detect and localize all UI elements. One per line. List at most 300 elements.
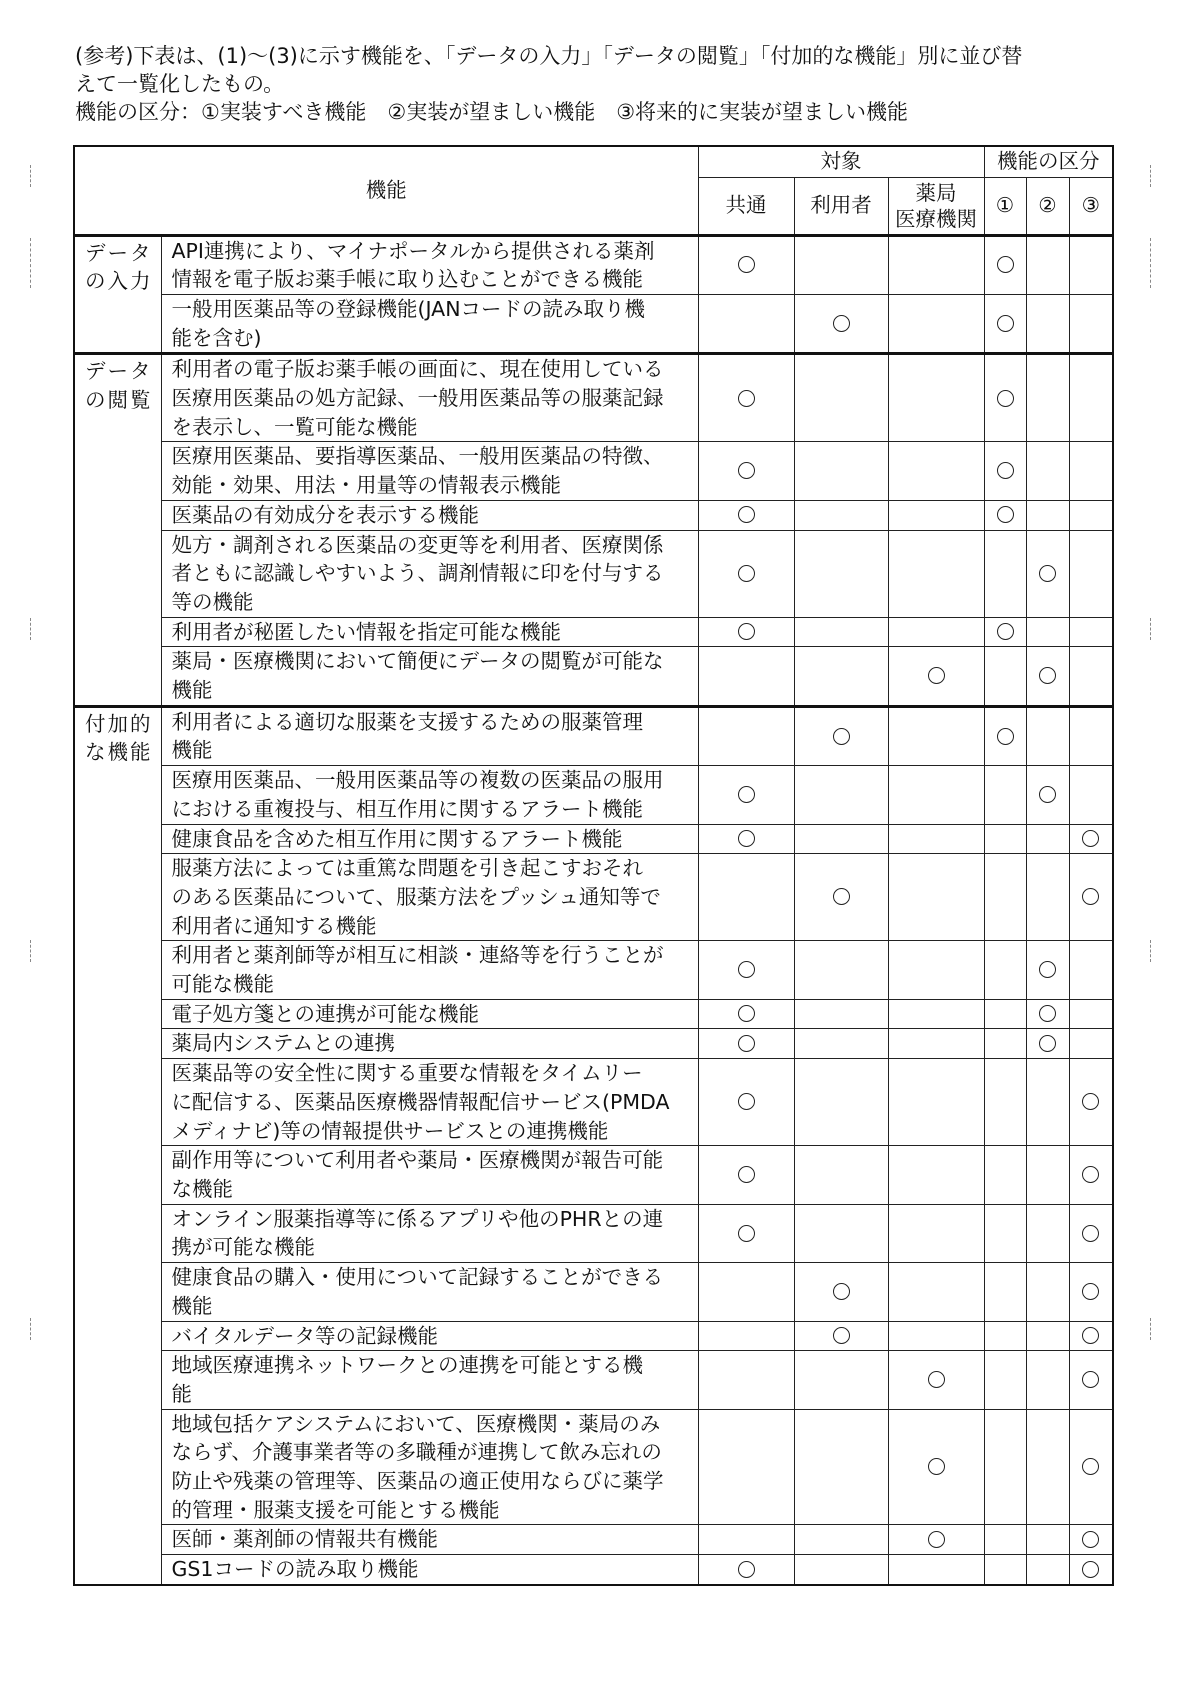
target-common-cell [698, 500, 794, 530]
circle-mark-icon [738, 1225, 755, 1242]
target-common-cell [698, 235, 794, 294]
target-pharmacy-cell [888, 766, 984, 824]
class-1-cell [984, 1525, 1026, 1555]
circle-mark-icon [738, 1005, 755, 1022]
circle-mark-icon [1082, 830, 1099, 847]
function-text-line: 医療用医薬品、要指導医薬品、一般用医薬品の特徴、 [171, 444, 664, 469]
function-text-line: 機能 [171, 678, 213, 703]
target-pharmacy-cell [888, 1146, 984, 1204]
margin-mark [30, 238, 32, 288]
target-common-cell [698, 1409, 794, 1525]
function-text-line: 処方・調剤される医薬品の変更等を利用者、医療関係 [171, 532, 664, 557]
class-2-cell [1026, 442, 1069, 500]
class-1-cell [984, 1555, 1026, 1585]
table-row [74, 941, 1113, 999]
target-user-cell [794, 1351, 888, 1409]
function-text-line: 医薬品等の安全性に関する重要な情報をタイムリー [171, 1061, 643, 1086]
margin-mark [1150, 165, 1152, 187]
category-line: 付加的 [85, 711, 153, 736]
table-row [74, 999, 1113, 1029]
function-cell [161, 1029, 698, 1059]
class-1-cell [984, 1321, 1026, 1351]
class-2-cell [1026, 294, 1069, 353]
class-1-cell [984, 766, 1026, 824]
target-user-cell [794, 1204, 888, 1262]
table-row [74, 647, 1113, 706]
class-3-cell [1069, 1204, 1113, 1262]
function-cell [161, 1204, 698, 1262]
function-text-line: 能 [171, 1381, 192, 1406]
function-table [73, 145, 1114, 1586]
circle-mark-icon [1039, 667, 1056, 684]
header-common: 共通 [698, 177, 794, 235]
circle-mark-icon [1082, 1371, 1099, 1388]
function-text-line: 可能な機能 [171, 972, 274, 997]
target-pharmacy-cell [888, 235, 984, 294]
function-cell [161, 235, 698, 294]
circle-mark-icon [1082, 1531, 1099, 1548]
circle-mark-icon [1039, 961, 1056, 978]
category-line: データ [85, 359, 153, 384]
class-1-cell [984, 1263, 1026, 1321]
target-pharmacy-cell [888, 530, 984, 617]
function-cell [161, 1409, 698, 1525]
circle-mark-icon [738, 390, 755, 407]
header-pharmacy-line2: 医療機関 [895, 206, 977, 231]
function-cell [161, 1146, 698, 1204]
target-user-cell [794, 941, 888, 999]
function-text-line: 健康食品の購入・使用について記録することができる [171, 1265, 664, 1290]
function-text-line: メディナビ)等の情報提供サービスとの連携機能 [171, 1118, 609, 1143]
class-3-cell [1069, 442, 1113, 500]
class-2-cell [1026, 824, 1069, 854]
function-text-line: 一般用医薬品等の登録機能(JANコードの読み取り機 [171, 296, 646, 321]
class-1-cell [984, 235, 1026, 294]
class-2-cell [1026, 235, 1069, 294]
circle-mark-icon [1039, 1005, 1056, 1022]
class-2-cell [1026, 530, 1069, 617]
target-pharmacy-cell [888, 1263, 984, 1321]
function-text-line: のある医薬品について、服薬方法をプッシュ通知等で [171, 884, 661, 909]
target-pharmacy-cell [888, 354, 984, 442]
circle-mark-icon [833, 888, 850, 905]
function-cell [161, 617, 698, 647]
function-text-line: 利用者に通知する機能 [171, 913, 377, 938]
target-common-cell [698, 1351, 794, 1409]
target-user-cell [794, 1321, 888, 1351]
target-pharmacy-cell [888, 1525, 984, 1555]
class-3-cell [1069, 235, 1113, 294]
target-pharmacy-cell [888, 1351, 984, 1409]
class-3-cell [1069, 1525, 1113, 1555]
category-line: の閲覧 [85, 388, 153, 413]
target-common-cell [698, 1146, 794, 1204]
function-cell [161, 354, 698, 442]
target-common-cell [698, 854, 794, 941]
target-common-cell [698, 1059, 794, 1146]
circle-mark-icon [738, 830, 755, 847]
function-text-line: 薬局内システムとの連携 [171, 1031, 395, 1056]
function-text-line: 能を含む) [171, 325, 262, 350]
target-common-cell [698, 1029, 794, 1059]
target-user-cell [794, 1263, 888, 1321]
category-line: データ [85, 240, 153, 265]
class-1-cell [984, 442, 1026, 500]
class-1-cell [984, 706, 1026, 765]
circle-mark-icon [997, 256, 1014, 273]
circle-mark-icon [833, 1327, 850, 1344]
category-line: の入力 [85, 269, 153, 294]
function-cell [161, 647, 698, 706]
function-cell [161, 999, 698, 1029]
margin-mark [30, 940, 32, 962]
class-3-cell [1069, 1555, 1113, 1585]
target-pharmacy-cell [888, 1059, 984, 1146]
class-3-cell [1069, 766, 1113, 824]
table-body [74, 235, 1113, 1585]
target-user-cell [794, 235, 888, 294]
target-pharmacy-cell [888, 1321, 984, 1351]
function-text-line: 効能・効果、用法・用量等の情報表示機能 [171, 473, 561, 498]
circle-mark-icon [738, 786, 755, 803]
class-3-cell [1069, 706, 1113, 765]
target-pharmacy-cell [888, 1029, 984, 1059]
class-2-cell [1026, 1059, 1069, 1146]
class-3-cell [1069, 500, 1113, 530]
target-common-cell [698, 647, 794, 706]
target-user-cell [794, 824, 888, 854]
class-1-cell [984, 1351, 1026, 1409]
target-pharmacy-cell [888, 1204, 984, 1262]
class-1-cell [984, 294, 1026, 353]
function-text-line: における重複投与、相互作用に関するアラート機能 [171, 796, 643, 821]
function-text-line: 的管理・服薬支援を可能とする機能 [171, 1497, 500, 1522]
class-2-cell [1026, 1351, 1069, 1409]
table-row [74, 235, 1113, 294]
class-3-cell [1069, 354, 1113, 442]
circle-mark-icon [738, 623, 755, 640]
target-user-cell [794, 1525, 888, 1555]
target-common-cell [698, 1555, 794, 1585]
table-row [74, 854, 1113, 941]
class-1-cell [984, 941, 1026, 999]
target-user-cell [794, 766, 888, 824]
margin-mark [1150, 618, 1152, 640]
class-1-cell [984, 530, 1026, 617]
target-common-cell [698, 442, 794, 500]
table-row [74, 1351, 1113, 1409]
class-2-cell [1026, 941, 1069, 999]
target-user-cell [794, 617, 888, 647]
function-text-line: 利用者の電子版お薬手帳の画面に、現在使用している [171, 357, 664, 382]
class-2-cell [1026, 617, 1069, 647]
target-user-cell [794, 1555, 888, 1585]
circle-mark-icon [738, 1561, 755, 1578]
table-row [74, 1029, 1113, 1059]
target-pharmacy-cell [888, 647, 984, 706]
table-row [74, 617, 1113, 647]
class-3-cell [1069, 1351, 1113, 1409]
target-user-cell [794, 354, 888, 442]
table-row [74, 824, 1113, 854]
class-2-cell [1026, 1029, 1069, 1059]
class-1-cell [984, 617, 1026, 647]
function-text-line: 利用者が秘匿したい情報を指定可能な機能 [171, 619, 561, 644]
class-3-cell [1069, 1029, 1113, 1059]
class-2-cell [1026, 1555, 1069, 1585]
table-row [74, 766, 1113, 824]
class-2-cell [1026, 1525, 1069, 1555]
circle-mark-icon [1039, 786, 1056, 803]
table-row [74, 354, 1113, 442]
class-2-cell [1026, 999, 1069, 1029]
target-common-cell [698, 1321, 794, 1351]
class-3-cell [1069, 617, 1113, 647]
target-pharmacy-cell [888, 706, 984, 765]
category-cell [74, 706, 161, 1585]
target-common-cell [698, 617, 794, 647]
function-text-line: 防止や残薬の管理等、医薬品の適正使用ならびに薬学 [171, 1469, 664, 1494]
function-cell [161, 1555, 698, 1585]
circle-mark-icon [1082, 1458, 1099, 1475]
circle-mark-icon [928, 1458, 945, 1475]
margin-mark [30, 165, 32, 187]
target-common-cell [698, 1204, 794, 1262]
target-pharmacy-cell [888, 500, 984, 530]
circle-mark-icon [1082, 1093, 1099, 1110]
intro-line-3: 機能の区分：①実装すべき機能 ②実装が望ましい機能 ③将来的に実装が望ましい機能 [75, 100, 909, 124]
circle-mark-icon [1039, 1035, 1056, 1052]
class-3-cell [1069, 1321, 1113, 1351]
function-text-line: ならず、介護事業者等の多職種が連携して飲み忘れの [171, 1440, 662, 1465]
function-cell [161, 1351, 698, 1409]
function-cell [161, 941, 698, 999]
class-2-cell [1026, 1409, 1069, 1525]
function-text-line: 地域包括ケアシステムにおいて、医療機関・薬局のみ [171, 1411, 661, 1436]
circle-mark-icon [928, 1371, 945, 1388]
target-common-cell [698, 1525, 794, 1555]
function-text-line: 利用者による適切な服薬を支援するための服薬管理 [171, 709, 643, 734]
class-3-cell [1069, 1409, 1113, 1525]
function-text-line: 情報を電子版お薬手帳に取り込むことができる機能 [171, 267, 643, 292]
header-class-2: ② [1026, 177, 1069, 235]
table-row [74, 1409, 1113, 1525]
function-cell [161, 824, 698, 854]
class-3-cell [1069, 854, 1113, 941]
intro-line-2: えて一覧化したもの。 [75, 72, 285, 96]
function-text-line: 機能 [171, 1293, 213, 1318]
class-1-cell [984, 1409, 1026, 1525]
circle-mark-icon [928, 667, 945, 684]
target-common-cell [698, 530, 794, 617]
circle-mark-icon [833, 1283, 850, 1300]
function-text-line: API連携により、マイナポータルから提供される薬剤 [171, 238, 655, 263]
margin-mark [1150, 940, 1152, 962]
function-text-line: を表示し、一覧可能な機能 [171, 414, 418, 439]
target-pharmacy-cell [888, 294, 984, 353]
table-row [74, 1525, 1113, 1555]
intro-text [75, 42, 1125, 126]
class-1-cell [984, 1059, 1026, 1146]
category-line: な機能 [85, 740, 153, 765]
circle-mark-icon [738, 256, 755, 273]
target-common-cell [698, 294, 794, 353]
circle-mark-icon [833, 315, 850, 332]
target-user-cell [794, 500, 888, 530]
function-cell [161, 1263, 698, 1321]
target-user-cell [794, 999, 888, 1029]
function-cell [161, 706, 698, 765]
target-common-cell [698, 1263, 794, 1321]
circle-mark-icon [1082, 1166, 1099, 1183]
class-3-cell [1069, 294, 1113, 353]
table-row [74, 294, 1113, 353]
function-cell [161, 530, 698, 617]
target-pharmacy-cell [888, 999, 984, 1029]
circle-mark-icon [997, 390, 1014, 407]
target-pharmacy-cell [888, 1555, 984, 1585]
margin-mark [1150, 1318, 1152, 1340]
class-2-cell [1026, 854, 1069, 941]
category-cell [74, 354, 161, 706]
target-user-cell [794, 530, 888, 617]
target-user-cell [794, 854, 888, 941]
header-category: 機能の区分 [984, 146, 1113, 177]
class-2-cell [1026, 1146, 1069, 1204]
circle-mark-icon [738, 1166, 755, 1183]
circle-mark-icon [997, 315, 1014, 332]
circle-mark-icon [738, 565, 755, 582]
function-text-line: 等の機能 [171, 589, 254, 614]
class-2-cell [1026, 1204, 1069, 1262]
intro-line-1: (参考)下表は、(1)～(3)に示す機能を、「データの入力」「データの閲覧」「付加的な機能」別に並び替 [75, 44, 1023, 68]
function-text-line: 者ともに認識しやすいよう、調剤情報に印を付与する [171, 561, 664, 586]
circle-mark-icon [738, 1035, 755, 1052]
function-text-line: オンライン服薬指導等に係るアプリや他のPHRとの連 [171, 1206, 664, 1231]
class-1-cell [984, 647, 1026, 706]
function-text-line: バイタルデータ等の記録機能 [171, 1323, 438, 1348]
header-target: 対象 [698, 146, 984, 177]
table-row [74, 706, 1113, 765]
target-common-cell [698, 354, 794, 442]
table-row [74, 1059, 1113, 1146]
class-1-cell [984, 354, 1026, 442]
circle-mark-icon [997, 506, 1014, 523]
circle-mark-icon [738, 462, 755, 479]
function-cell [161, 1525, 698, 1555]
class-1-cell [984, 1146, 1026, 1204]
class-3-cell [1069, 941, 1113, 999]
target-user-cell [794, 1029, 888, 1059]
header-function: 機能 [74, 146, 698, 235]
circle-mark-icon [997, 462, 1014, 479]
target-common-cell [698, 824, 794, 854]
function-text-line: 地域医療連携ネットワークとの連携を可能とする機 [171, 1353, 643, 1378]
circle-mark-icon [1082, 1327, 1099, 1344]
circle-mark-icon [1082, 1225, 1099, 1242]
class-2-cell [1026, 1321, 1069, 1351]
target-user-cell [794, 647, 888, 706]
function-cell [161, 766, 698, 824]
circle-mark-icon [738, 961, 755, 978]
header-user: 利用者 [794, 177, 888, 235]
target-user-cell [794, 706, 888, 765]
class-3-cell [1069, 1146, 1113, 1204]
function-text-line: 医薬品の有効成分を表示する機能 [171, 502, 479, 527]
table-row [74, 1146, 1113, 1204]
function-cell [161, 854, 698, 941]
function-text-line: 携が可能な機能 [171, 1235, 315, 1260]
header-pharmacy [888, 177, 984, 235]
function-cell [161, 500, 698, 530]
class-2-cell [1026, 766, 1069, 824]
class-1-cell [984, 824, 1026, 854]
class-2-cell [1026, 500, 1069, 530]
class-1-cell [984, 1029, 1026, 1059]
circle-mark-icon [997, 623, 1014, 640]
function-text-line: 機能 [171, 738, 213, 763]
circle-mark-icon [997, 728, 1014, 745]
class-2-cell [1026, 647, 1069, 706]
target-user-cell [794, 1146, 888, 1204]
function-text-line: 薬局・医療機関において簡便にデータの閲覧が可能な [171, 649, 664, 674]
target-pharmacy-cell [888, 617, 984, 647]
target-pharmacy-cell [888, 1409, 984, 1525]
table-row [74, 500, 1113, 530]
header-class-3: ③ [1069, 177, 1113, 235]
class-3-cell [1069, 647, 1113, 706]
function-text-line: 服薬方法によっては重篤な問題を引き起こすおそれ [171, 856, 643, 881]
class-2-cell [1026, 706, 1069, 765]
class-3-cell [1069, 999, 1113, 1029]
function-cell [161, 442, 698, 500]
table-row [74, 530, 1113, 617]
circle-mark-icon [1039, 565, 1056, 582]
function-text-line: 医療用医薬品、一般用医薬品等の複数の医薬品の服用 [171, 768, 664, 793]
target-pharmacy-cell [888, 824, 984, 854]
target-user-cell [794, 442, 888, 500]
circle-mark-icon [833, 728, 850, 745]
function-text-line: 健康食品を含めた相互作用に関するアラート機能 [171, 826, 623, 851]
class-3-cell [1069, 824, 1113, 854]
target-common-cell [698, 706, 794, 765]
header-pharmacy-line1: 薬局 [915, 180, 957, 205]
class-3-cell [1069, 530, 1113, 617]
target-common-cell [698, 941, 794, 999]
class-2-cell [1026, 354, 1069, 442]
function-text-line: 電子処方箋との連携が可能な機能 [171, 1001, 479, 1026]
circle-mark-icon [928, 1531, 945, 1548]
class-1-cell [984, 500, 1026, 530]
class-1-cell [984, 999, 1026, 1029]
table-row [74, 1555, 1113, 1585]
class-3-cell [1069, 1263, 1113, 1321]
margin-mark [1150, 238, 1152, 288]
class-1-cell [984, 1204, 1026, 1262]
function-text-line: GS1コードの読み取り機能 [171, 1557, 419, 1582]
target-pharmacy-cell [888, 941, 984, 999]
function-text-line: 医師・薬剤師の情報共有機能 [171, 1527, 438, 1552]
class-1-cell [984, 854, 1026, 941]
function-text-line: 副作用等について利用者や薬局・医療機関が報告可能 [171, 1148, 664, 1173]
function-cell [161, 294, 698, 353]
function-cell [161, 1321, 698, 1351]
table-row [74, 1204, 1113, 1262]
circle-mark-icon [1082, 1561, 1099, 1578]
table-row [74, 1321, 1113, 1351]
header-class-1: ① [984, 177, 1026, 235]
circle-mark-icon [1082, 1283, 1099, 1300]
